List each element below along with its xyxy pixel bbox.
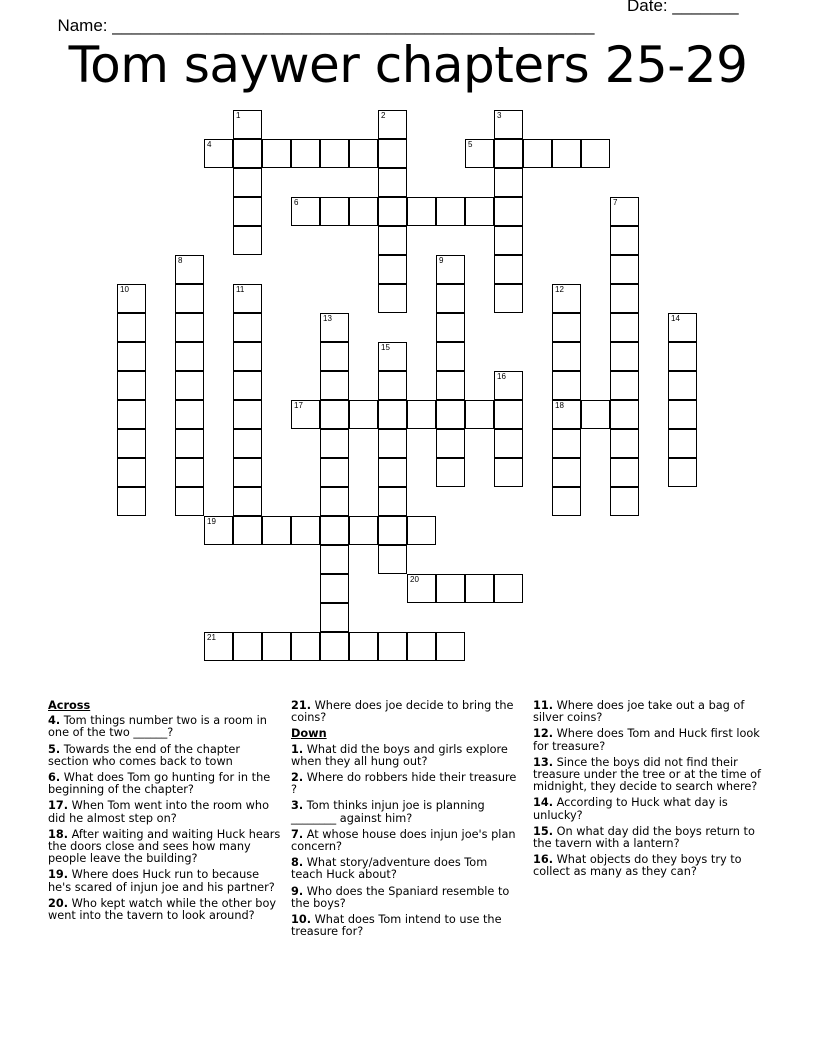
clue-number-label: 3.	[291, 799, 304, 813]
grid-cell[interactable]	[668, 371, 697, 400]
grid-cell[interactable]	[175, 487, 204, 516]
grid-cell[interactable]	[552, 313, 581, 342]
grid-cell[interactable]	[610, 255, 639, 284]
grid-cell[interactable]	[552, 458, 581, 487]
grid-cell[interactable]	[117, 458, 146, 487]
page-title: Tom saywer chapters 25-29	[68, 36, 748, 94]
clue-item	[48, 715, 284, 739]
clue-number: 20	[410, 575, 419, 584]
grid-cell[interactable]	[233, 139, 262, 168]
clue-number: 4	[207, 140, 212, 149]
clue-number: 12	[555, 285, 564, 294]
clue-number: 5	[468, 140, 473, 149]
grid-cell[interactable]	[378, 168, 407, 197]
clue-number-label: 16.	[533, 853, 554, 867]
grid-cell[interactable]	[378, 284, 407, 313]
grid-cell[interactable]	[349, 632, 378, 661]
grid-cell[interactable]	[291, 400, 320, 429]
grid-cell[interactable]	[175, 458, 204, 487]
clue-number-label: 7.	[291, 827, 304, 841]
clue-item	[48, 869, 284, 893]
grid-cell[interactable]	[552, 342, 581, 371]
clue-item	[533, 854, 765, 878]
grid-cell[interactable]	[610, 197, 639, 226]
clue-text: What does Tom intend to use the treasure for?	[291, 913, 502, 939]
grid-cell[interactable]	[291, 197, 320, 226]
grid-cell[interactable]	[262, 632, 291, 661]
grid-cell[interactable]	[407, 197, 436, 226]
grid-cell[interactable]	[175, 313, 204, 342]
grid-cell[interactable]	[494, 284, 523, 313]
grid-cell[interactable]	[465, 400, 494, 429]
grid-cell[interactable]	[233, 284, 262, 313]
grid-cell[interactable]	[233, 429, 262, 458]
clue-text: Where do robbers hide their treasure ?	[291, 771, 517, 797]
grid-cell[interactable]	[320, 371, 349, 400]
grid-cell[interactable]	[320, 458, 349, 487]
grid-cell[interactable]	[581, 139, 610, 168]
grid-cell[interactable]	[320, 574, 349, 603]
grid-cell[interactable]	[233, 458, 262, 487]
grid-cell[interactable]	[378, 429, 407, 458]
clue-number: 15	[381, 343, 390, 352]
clue-text: On what day did the boys return to the tavern with a lantern?	[533, 824, 755, 851]
grid-cell[interactable]	[407, 400, 436, 429]
clue-column-1	[48, 700, 284, 926]
grid-cell[interactable]	[320, 342, 349, 371]
grid-cell[interactable]	[378, 255, 407, 284]
grid-cell[interactable]	[262, 139, 291, 168]
clue-number-label: 8.	[291, 856, 304, 870]
grid-cell[interactable]	[523, 139, 552, 168]
clue-item	[291, 886, 519, 910]
grid-cell[interactable]	[175, 255, 204, 284]
grid-cell[interactable]	[436, 400, 465, 429]
grid-cell[interactable]	[436, 342, 465, 371]
clue-text: What does Tom go hunting for in the beginning of the chapter?	[48, 771, 271, 797]
grid-cell[interactable]	[233, 226, 262, 255]
clue-number-label: 21.	[291, 699, 312, 712]
grid-cell[interactable]	[436, 458, 465, 487]
grid-cell[interactable]	[233, 371, 262, 400]
clue-text: Who does the Spaniard resemble to the boys?	[291, 884, 510, 910]
grid-cell[interactable]	[465, 139, 494, 168]
clue-text: Where does joe decide to bring the coins?	[291, 699, 514, 725]
clue-number: 6	[294, 198, 299, 207]
grid-cell[interactable]	[668, 458, 697, 487]
clue-number: 13	[323, 314, 332, 323]
grid-cell[interactable]	[378, 487, 407, 516]
grid-cell[interactable]	[117, 487, 146, 516]
grid-cell[interactable]	[552, 487, 581, 516]
clue-number: 17	[294, 401, 303, 410]
clue-text: Tom thinks injun joe is planning ________ against him?	[291, 799, 485, 825]
grid-cell[interactable]	[378, 400, 407, 429]
clue-number: 7	[613, 198, 618, 207]
grid-cell[interactable]	[117, 371, 146, 400]
grid-cell[interactable]	[407, 574, 436, 603]
grid-cell[interactable]	[320, 197, 349, 226]
grid-cell[interactable]	[204, 139, 233, 168]
grid-cell[interactable]	[175, 429, 204, 458]
grid-cell[interactable]	[436, 284, 465, 313]
grid-cell[interactable]	[320, 632, 349, 661]
grid-cell[interactable]	[117, 342, 146, 371]
clue-number-label: 4.	[48, 714, 61, 728]
clue-number-label: 12.	[533, 727, 554, 741]
grid-cell[interactable]	[610, 284, 639, 313]
clue-number-label: 9.	[291, 884, 304, 898]
grid-cell[interactable]	[465, 574, 494, 603]
clue-text: What objects do they boys try to collect as many as they can?	[533, 853, 742, 879]
grid-cell[interactable]	[407, 632, 436, 661]
clue-item	[533, 728, 765, 752]
grid-cell[interactable]	[378, 110, 407, 139]
clue-item	[48, 744, 284, 768]
grid-cell[interactable]	[349, 516, 378, 545]
grid-cell[interactable]	[552, 139, 581, 168]
clue-number-label: 1.	[291, 742, 304, 756]
grid-cell[interactable]	[378, 516, 407, 545]
grid-cell[interactable]	[378, 342, 407, 371]
grid-cell[interactable]	[436, 632, 465, 661]
clue-text: What story/adventure does Tom teach Huck about?	[291, 856, 488, 882]
grid-cell[interactable]	[581, 400, 610, 429]
grid-cell[interactable]	[494, 574, 523, 603]
grid-cell[interactable]	[349, 139, 378, 168]
grid-cell[interactable]	[320, 487, 349, 516]
grid-cell[interactable]	[233, 516, 262, 545]
clue-number-label: 5.	[48, 742, 61, 756]
grid-cell[interactable]	[349, 197, 378, 226]
grid-cell[interactable]	[233, 197, 262, 226]
grid-cell[interactable]	[436, 313, 465, 342]
grid-cell[interactable]	[233, 168, 262, 197]
grid-cell[interactable]	[175, 342, 204, 371]
clue-item	[291, 857, 519, 881]
grid-cell[interactable]	[204, 516, 233, 545]
clue-number: 18	[555, 401, 564, 410]
grid-cell[interactable]	[494, 458, 523, 487]
grid-cell[interactable]	[668, 429, 697, 458]
clue-number: 2	[381, 111, 386, 120]
clue-text: Where does Huck run to because he's scared of injun joe and his partner?	[48, 868, 275, 894]
grid-cell[interactable]	[436, 371, 465, 400]
grid-cell[interactable]	[320, 603, 349, 632]
grid-cell[interactable]	[175, 284, 204, 313]
grid-cell[interactable]	[610, 226, 639, 255]
clue-text: Towards the end of the chapter section who comes back to town	[48, 742, 240, 768]
section-heading: Down	[291, 727, 327, 741]
clue-text: Where does Tom and Huck first look for treasure?	[533, 727, 760, 753]
grid-cell[interactable]	[494, 168, 523, 197]
grid-cell[interactable]	[378, 458, 407, 487]
clue-number-label: 10.	[291, 913, 312, 927]
clue-item	[533, 826, 765, 850]
grid-cell[interactable]	[378, 371, 407, 400]
grid-cell[interactable]	[291, 139, 320, 168]
grid-cell[interactable]	[117, 429, 146, 458]
grid-cell[interactable]	[436, 255, 465, 284]
grid-cell[interactable]	[233, 313, 262, 342]
grid-cell[interactable]	[320, 429, 349, 458]
grid-cell[interactable]	[610, 400, 639, 429]
grid-cell[interactable]	[117, 313, 146, 342]
grid-cell[interactable]	[320, 545, 349, 574]
clue-number-label: 6.	[48, 771, 61, 785]
date-field[interactable]: Date: _______	[627, 0, 739, 15]
clue-text: Since the boys did not find their treasure under the tree or at the time of midnight, they decide to search where?	[533, 755, 762, 794]
clue-number-label: 11.	[533, 699, 554, 712]
name-field[interactable]: Name: ___________________________________________________	[57, 16, 595, 35]
grid-cell[interactable]	[117, 400, 146, 429]
clue-number: 19	[207, 517, 216, 526]
grid-cell[interactable]	[175, 371, 204, 400]
clue-number-label: 15.	[533, 824, 554, 838]
grid-cell[interactable]	[117, 284, 146, 313]
clue-number-label: 19.	[48, 868, 69, 882]
grid-cell[interactable]	[378, 226, 407, 255]
clue-number-label: 17.	[48, 799, 69, 813]
grid-cell[interactable]	[494, 197, 523, 226]
grid-cell[interactable]	[552, 429, 581, 458]
grid-cell[interactable]	[233, 400, 262, 429]
grid-cell[interactable]	[320, 313, 349, 342]
clue-number: 9	[439, 256, 444, 265]
clue-number: 14	[671, 314, 680, 323]
clue-item	[291, 914, 519, 938]
grid-cell[interactable]	[610, 487, 639, 516]
grid-cell[interactable]	[436, 429, 465, 458]
clue-item	[291, 829, 519, 853]
clue-number-label: 18.	[48, 827, 69, 841]
grid-cell[interactable]	[668, 342, 697, 371]
grid-cell[interactable]	[233, 632, 262, 661]
grid-cell[interactable]	[610, 342, 639, 371]
clue-item	[291, 800, 519, 824]
clue-item	[48, 898, 284, 922]
clue-text: According to Huck what day is unlucky?	[533, 796, 728, 822]
clue-text: Where does joe take out a bag of silver coins?	[533, 699, 745, 725]
clue-text: What did the boys and girls explore when they all hung out?	[291, 742, 508, 768]
clue-number: 16	[497, 372, 506, 381]
clue-item	[533, 797, 765, 821]
grid-cell[interactable]	[494, 110, 523, 139]
grid-cell[interactable]	[320, 400, 349, 429]
clue-column-2	[291, 700, 519, 942]
grid-cell[interactable]	[494, 255, 523, 284]
grid-cell[interactable]	[494, 371, 523, 400]
clue-number-label: 14.	[533, 796, 554, 810]
clue-text: After waiting and waiting Huck hears the doors close and sees how many people leave the building?	[48, 827, 281, 866]
clue-item	[291, 744, 519, 768]
clue-number-label: 20.	[48, 896, 69, 910]
grid-cell[interactable]	[610, 371, 639, 400]
clue-item	[291, 772, 519, 796]
grid-cell[interactable]	[610, 313, 639, 342]
section-heading: Across	[48, 699, 91, 712]
grid-cell[interactable]	[465, 197, 494, 226]
grid-cell[interactable]	[610, 458, 639, 487]
grid-cell[interactable]	[233, 110, 262, 139]
grid-cell[interactable]	[668, 313, 697, 342]
clue-column-3	[533, 700, 765, 883]
grid-cell[interactable]	[320, 139, 349, 168]
grid-cell[interactable]	[552, 400, 581, 429]
clue-item	[291, 700, 519, 724]
grid-cell[interactable]	[494, 226, 523, 255]
clue-text: When Tom went into the room who did he almost step on?	[48, 799, 269, 825]
clue-number: 11	[236, 285, 245, 294]
grid-cell[interactable]	[378, 632, 407, 661]
grid-cell[interactable]	[233, 487, 262, 516]
grid-cell[interactable]	[262, 516, 291, 545]
grid-cell[interactable]	[349, 400, 378, 429]
grid-cell[interactable]	[494, 139, 523, 168]
clue-item	[48, 829, 284, 866]
grid-cell[interactable]	[320, 516, 349, 545]
clue-text: Who kept watch while the other boy went into the tavern to look around?	[48, 896, 277, 923]
clue-number-label: 13.	[533, 755, 554, 769]
grid-cell[interactable]	[552, 284, 581, 313]
clue-number: 21	[207, 633, 216, 642]
clue-number: 3	[497, 111, 502, 120]
clue-item	[533, 700, 765, 724]
grid-cell[interactable]	[436, 574, 465, 603]
grid-cell[interactable]	[175, 400, 204, 429]
grid-cell[interactable]	[291, 632, 320, 661]
clue-number: 1	[236, 111, 241, 120]
grid-cell[interactable]	[494, 400, 523, 429]
grid-cell[interactable]	[668, 400, 697, 429]
clue-item	[48, 772, 284, 796]
clue-number: 10	[120, 285, 129, 294]
grid-cell[interactable]	[204, 632, 233, 661]
grid-cell[interactable]	[552, 371, 581, 400]
clue-number: 8	[178, 256, 183, 265]
grid-cell[interactable]	[378, 197, 407, 226]
grid-cell[interactable]	[378, 139, 407, 168]
clue-item	[48, 800, 284, 824]
clue-item	[533, 757, 765, 794]
grid-cell[interactable]	[407, 516, 436, 545]
grid-cell[interactable]	[378, 545, 407, 574]
clue-text: At whose house does injun joe's plan concern?	[291, 827, 516, 854]
clue-number-label: 2.	[291, 771, 304, 785]
grid-cell[interactable]	[494, 429, 523, 458]
grid-cell[interactable]	[291, 516, 320, 545]
grid-cell[interactable]	[436, 197, 465, 226]
clue-text: Tom things number two is a room in one of the two ______?	[48, 714, 267, 740]
grid-cell[interactable]	[610, 429, 639, 458]
grid-cell[interactable]	[233, 342, 262, 371]
